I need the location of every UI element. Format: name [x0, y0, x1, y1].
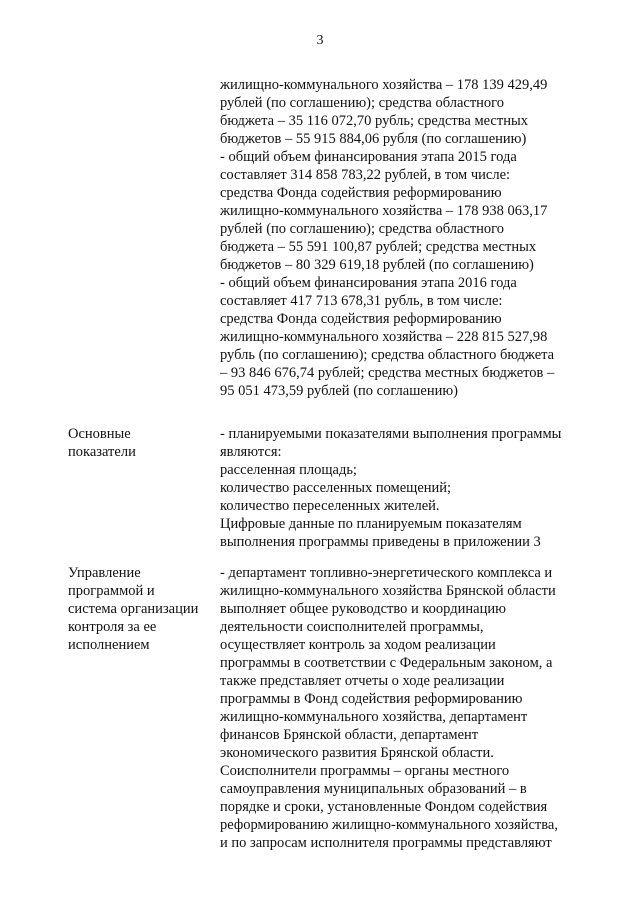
text-line: также представляет отчеты о ходе реализации: [220, 673, 505, 689]
text-line: - департамент топливно-энергетического комплекса и: [220, 565, 553, 581]
text-line: жилищно-коммунального хозяйства – 178 938 063,17: [220, 203, 548, 219]
text-line: самоуправления муниципальных образований – в: [220, 781, 527, 797]
text-line: являются:: [220, 444, 282, 460]
text-line: составляет 417 713 678,31 рубль, в том числе:: [220, 293, 503, 309]
text-line: Цифровые данные по планируемым показателям: [220, 516, 522, 532]
management-label: [68, 564, 218, 654]
text-line: выполняет общее руководство и координацию: [220, 601, 506, 617]
text-line: деятельности соисполнителей программы,: [220, 619, 484, 635]
text-line: 95 051 473,59 рублей (по соглашению): [220, 383, 459, 399]
indicators-label: [68, 425, 218, 461]
text-line: осуществляет контроль за ходом реализации: [220, 637, 496, 653]
text-line: - общий объем финансирования этапа 2016 года: [220, 275, 517, 291]
text-line: жилищно-коммунального хозяйства – 228 815 527,98: [220, 329, 548, 345]
text-line: средства Фонда содействия реформированию: [220, 311, 502, 327]
text-line: реформированию жилищно-коммунального хозяйства,: [220, 817, 558, 833]
text-line: рублей (по соглашению); средства областного: [220, 95, 505, 111]
text-line: жилищно-коммунального хозяйства Брянской области: [220, 583, 556, 599]
label-line: контроля за ее: [68, 619, 157, 635]
text-line: – 93 846 676,74 рублей; средства местных бюджетов –: [220, 365, 555, 381]
text-line: экономического развития Брянской области.: [220, 745, 494, 761]
text-line: средства Фонда содействия реформированию: [220, 185, 502, 201]
text-line: порядке и сроки, установленные Фондом содействия: [220, 799, 548, 815]
text-line: финансов Брянской области, департамент: [220, 727, 479, 743]
text-line: бюджетов – 55 915 884,06 рубля (по соглашению): [220, 131, 527, 147]
text-line: бюджетов – 80 329 619,18 рублей (по соглашению): [220, 257, 534, 273]
text-line: Соисполнители программы – органы местного: [220, 763, 510, 779]
label-line: исполнением: [68, 637, 150, 653]
text-line: бюджета – 35 116 072,70 рубль; средства местных: [220, 113, 528, 129]
text-line: - планируемыми показателями выполнения программы: [220, 426, 562, 442]
text-line: количество расселенных помещений;: [220, 480, 452, 496]
text-line: программы в Фонд содействия реформированию: [220, 691, 523, 707]
text-line: количество переселенных жителей.: [220, 498, 440, 514]
funding-text: [220, 76, 620, 400]
label-line: программой и: [68, 583, 155, 599]
text-line: жилищно-коммунального хозяйства, департамент: [220, 709, 528, 725]
label-line: Основные: [68, 426, 131, 442]
text-line: рублей (по соглашению); средства областного: [220, 221, 505, 237]
indicators-text: [220, 425, 620, 551]
text-line: программы в соответствии с Федеральным законом, а: [220, 655, 553, 671]
page-number: 3: [316, 33, 324, 48]
text-line: и по запросам исполнителя программы представляют: [220, 835, 552, 851]
text-line: бюджета – 55 591 100,87 рублей; средства местных: [220, 239, 537, 255]
text-line: выполнения программы приведены в приложении 3: [220, 534, 541, 550]
text-line: жилищно-коммунального хозяйства – 178 139 429,49: [220, 77, 548, 93]
label-line: показатели: [68, 444, 136, 460]
text-line: рубль (по соглашению); средства областного бюджета: [220, 347, 555, 363]
label-line: система организации: [68, 601, 199, 617]
label-line: Управление: [68, 565, 141, 581]
management-text: [220, 564, 620, 852]
text-line: составляет 314 858 783,22 рублей, в том числе:: [220, 167, 511, 183]
text-line: расселенная площадь;: [220, 462, 357, 478]
text-line: - общий объем финансирования этапа 2015 года: [220, 149, 517, 165]
